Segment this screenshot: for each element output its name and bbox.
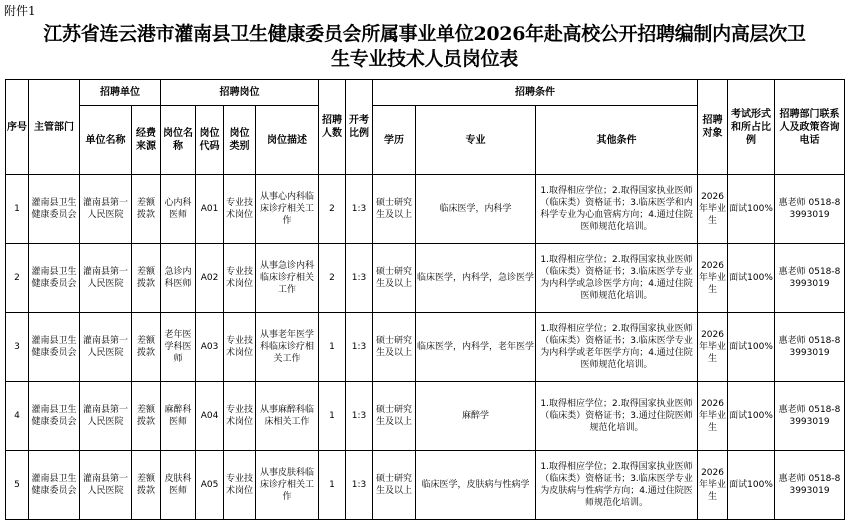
cell-other: 1.取得相应学位；2.取得国家执业医师（临床类）资格证书；3.临床医学专业为内科学或急诊医学方向；4.通过住院医师规范化培训。 xyxy=(536,244,698,313)
attachment-label: 附件1 xyxy=(4,4,36,18)
cell-target: 2026年毕业生 xyxy=(698,244,728,313)
cell-target: 2026年毕业生 xyxy=(698,451,728,520)
header-post-type: 岗位类别 xyxy=(224,106,256,175)
cell-unit-name: 灌南县第一人民医院 xyxy=(80,175,132,244)
header-funding: 经费来源 xyxy=(132,106,161,175)
cell-education: 硕士研究生及以上 xyxy=(373,313,416,382)
cell-post-code: A01 xyxy=(196,175,224,244)
cell-unit-name: 灌南县第一人民医院 xyxy=(80,244,132,313)
cell-target: 2026年毕业生 xyxy=(698,382,728,451)
cell-post-desc: 从事急诊内科临床诊疗相关工作 xyxy=(256,244,319,313)
cell-education: 硕士研究生及以上 xyxy=(373,175,416,244)
header-department: 主管部门 xyxy=(29,80,80,175)
cell-target: 2026年毕业生 xyxy=(698,175,728,244)
cell-department: 灌南县卫生健康委员会 xyxy=(29,313,80,382)
cell-funding: 差额拨款 xyxy=(132,244,161,313)
cell-post-type: 专业技术岗位 xyxy=(224,175,256,244)
header-unit-group: 招聘单位 xyxy=(80,80,161,106)
cell-seq: 3 xyxy=(6,313,29,382)
cell-exam: 面试100% xyxy=(728,175,775,244)
cell-department: 灌南县卫生健康委员会 xyxy=(29,382,80,451)
cell-unit-name: 灌南县第一人民医院 xyxy=(80,382,132,451)
cell-funding: 差额拨款 xyxy=(132,313,161,382)
cell-contact: 惠老师 0518-83993019 xyxy=(775,451,845,520)
cell-exam: 面试100% xyxy=(728,451,775,520)
cell-post-type: 专业技术岗位 xyxy=(224,451,256,520)
header-count: 招聘人数 xyxy=(319,80,346,175)
cell-department: 灌南县卫生健康委员会 xyxy=(29,244,80,313)
cell-other: 1.取得相应学位；2.取得国家执业医师（临床类）资格证书；3.临床医学和内科学专业为心血管病方向；4.通过住院医师规范化培训。 xyxy=(536,175,698,244)
cell-count: 1 xyxy=(319,382,346,451)
cell-post-desc: 从事麻醉科临床相关工作 xyxy=(256,382,319,451)
cell-education: 硕士研究生及以上 xyxy=(373,451,416,520)
cell-seq: 2 xyxy=(6,244,29,313)
table-row xyxy=(6,175,845,244)
cell-post-code: A03 xyxy=(196,313,224,382)
cell-major: 临床医学，内科学，老年医学 xyxy=(416,313,536,382)
cell-funding: 差额拨款 xyxy=(132,175,161,244)
cell-other: 1.取得相应学位；2.取得国家执业医师（临床类）资格证书；3.临床医学专业为皮肤病与性病学方向；4.通过住院医师规范化培训。 xyxy=(536,451,698,520)
cell-ratio: 1:3 xyxy=(346,451,373,520)
cell-post-desc: 从事皮肤科临床诊疗相关工作 xyxy=(256,451,319,520)
header-post-name: 岗位名称 xyxy=(161,106,196,175)
header-other: 其他条件 xyxy=(536,106,698,175)
header-ratio: 开考比例 xyxy=(346,80,373,175)
table-row xyxy=(6,244,845,313)
cell-count: 2 xyxy=(319,175,346,244)
cell-seq: 1 xyxy=(6,175,29,244)
cell-count: 1 xyxy=(319,451,346,520)
cell-major: 麻醉学 xyxy=(416,382,536,451)
cell-ratio: 1:3 xyxy=(346,175,373,244)
cell-post-code: A05 xyxy=(196,451,224,520)
cell-other: 1.取得相应学位；2.取得国家执业医师（临床类）资格证书；3.通过住院医师规范化培训。 xyxy=(536,382,698,451)
cell-seq: 5 xyxy=(6,451,29,520)
cell-post-desc: 从事老年医学科临床诊疗相关工作 xyxy=(256,313,319,382)
cell-major: 临床医学，内科学 xyxy=(416,175,536,244)
cell-ratio: 1:3 xyxy=(346,244,373,313)
cell-post-type: 专业技术岗位 xyxy=(224,382,256,451)
cell-department: 灌南县卫生健康委员会 xyxy=(29,451,80,520)
cell-post-code: A02 xyxy=(196,244,224,313)
cell-ratio: 1:3 xyxy=(346,382,373,451)
header-seq: 序号 xyxy=(6,80,29,175)
cell-contact: 惠老师 0518-83993019 xyxy=(775,382,845,451)
cell-contact: 惠老师 0518-83993019 xyxy=(775,313,845,382)
cell-exam: 面试100% xyxy=(728,382,775,451)
cell-education: 硕士研究生及以上 xyxy=(373,382,416,451)
page-title xyxy=(0,22,849,72)
cell-post-name: 急诊内科医师 xyxy=(161,244,196,313)
header-cond-group: 招聘条件 xyxy=(373,80,698,106)
header-contact: 招聘部门联系人及政策咨询电话 xyxy=(775,80,845,175)
position-table xyxy=(5,79,845,520)
cell-funding: 差额拨款 xyxy=(132,451,161,520)
cell-funding: 差额拨款 xyxy=(132,382,161,451)
header-post-desc: 岗位描述 xyxy=(256,106,319,175)
cell-count: 1 xyxy=(319,313,346,382)
header-target: 招聘对象 xyxy=(698,80,728,175)
cell-seq: 4 xyxy=(6,382,29,451)
cell-other: 1.取得相应学位；2.取得国家执业医师（临床类）资格证书；3.临床医学专业为内科学或老年医学方向；4.通过住院医师规范化培训。 xyxy=(536,313,698,382)
cell-exam: 面试100% xyxy=(728,244,775,313)
cell-post-name: 皮肤科医师 xyxy=(161,451,196,520)
cell-post-name: 麻醉科医师 xyxy=(161,382,196,451)
header-post-code: 岗位代码 xyxy=(196,106,224,175)
cell-contact: 惠老师 0518-83993019 xyxy=(775,175,845,244)
cell-post-type: 专业技术岗位 xyxy=(224,244,256,313)
cell-post-name: 老年医学科医师 xyxy=(161,313,196,382)
header-unit-name: 单位名称 xyxy=(80,106,132,175)
cell-post-desc: 从事心内科临床诊疗相关工作 xyxy=(256,175,319,244)
cell-contact: 惠老师 0518-83993019 xyxy=(775,244,845,313)
cell-post-name: 心内科医师 xyxy=(161,175,196,244)
cell-major: 临床医学，皮肤病与性病学 xyxy=(416,451,536,520)
cell-unit-name: 灌南县第一人民医院 xyxy=(80,451,132,520)
title-line-2: 生专业技术人员岗位表 xyxy=(330,48,518,70)
cell-post-code: A04 xyxy=(196,382,224,451)
cell-exam: 面试100% xyxy=(728,313,775,382)
cell-major: 临床医学，内科学，急诊医学 xyxy=(416,244,536,313)
cell-department: 灌南县卫生健康委员会 xyxy=(29,175,80,244)
table-row xyxy=(6,382,845,451)
table-row xyxy=(6,313,845,382)
cell-count: 2 xyxy=(319,244,346,313)
cell-target: 2026年毕业生 xyxy=(698,313,728,382)
cell-ratio: 1:3 xyxy=(346,313,373,382)
header-education: 学历 xyxy=(373,106,416,175)
header-exam: 考试形式和所占比例 xyxy=(728,80,775,175)
cell-education: 硕士研究生及以上 xyxy=(373,244,416,313)
cell-post-type: 专业技术岗位 xyxy=(224,313,256,382)
title-line-1: 江苏省连云港市灌南县卫生健康委员会所属事业单位2026年赴高校公开招聘编制内高层次卫 xyxy=(43,23,806,45)
header-major: 专业 xyxy=(416,106,536,175)
table-row xyxy=(6,451,845,520)
cell-unit-name: 灌南县第一人民医院 xyxy=(80,313,132,382)
header-post-group: 招聘岗位 xyxy=(161,80,319,106)
